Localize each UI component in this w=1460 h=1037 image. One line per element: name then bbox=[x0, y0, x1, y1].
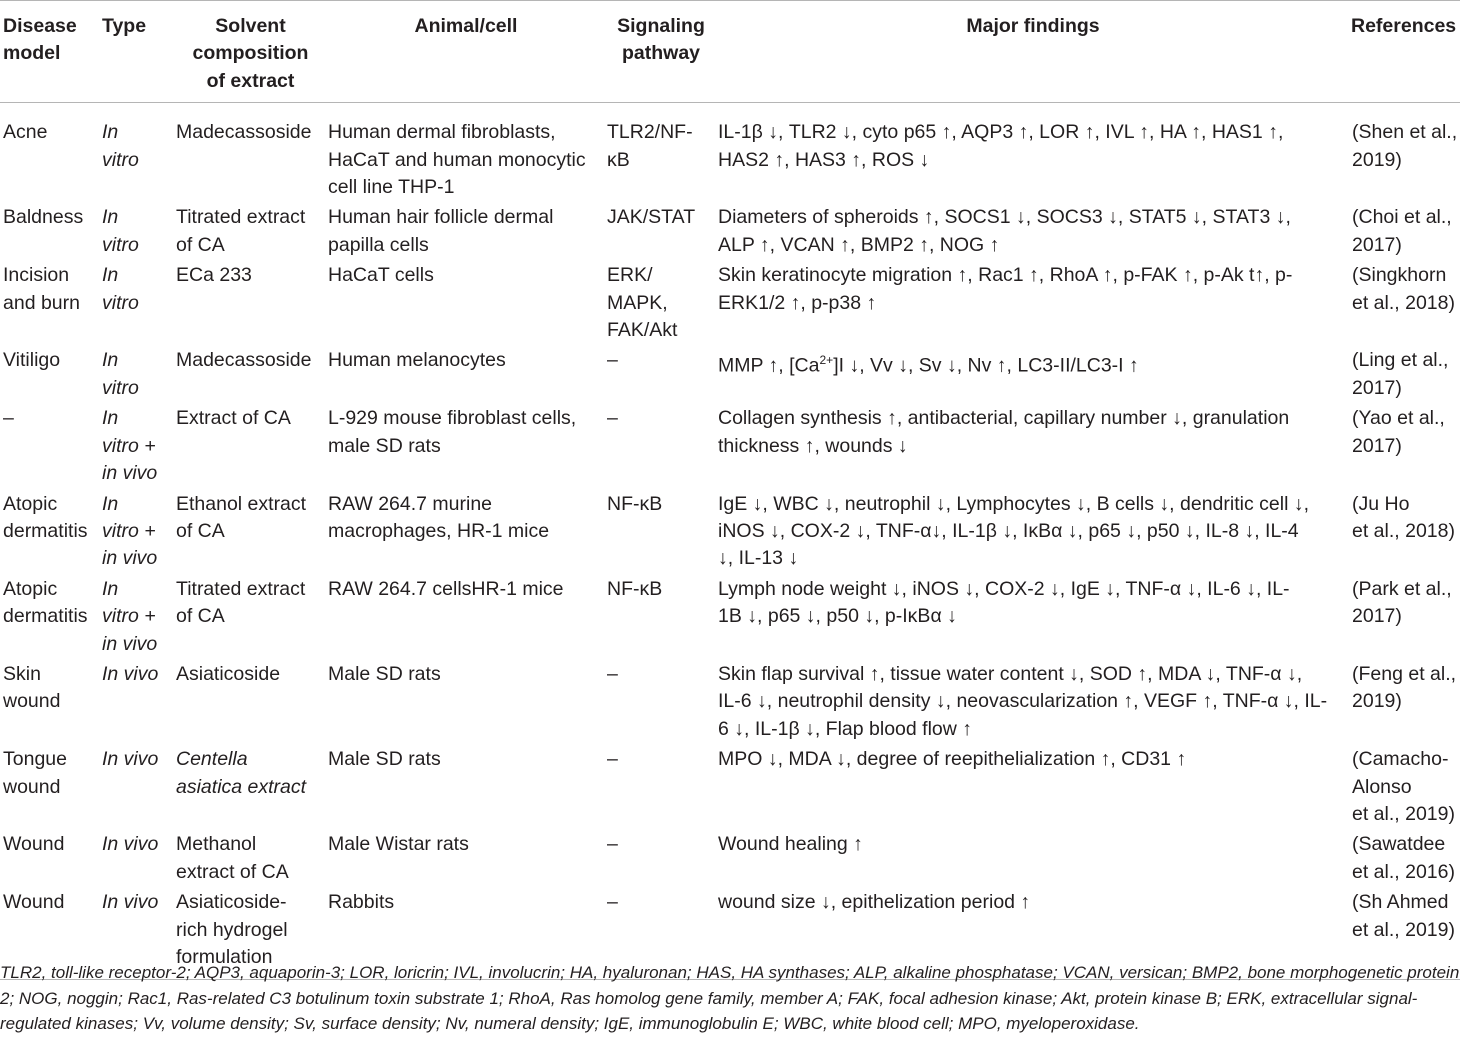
cell-solvent-composition: Titrated extract of CA bbox=[176, 206, 306, 256]
cell-reference: (Ling et al., 2017) bbox=[1352, 349, 1449, 399]
cell-reference: (Camacho- Alonso et al., 2019) bbox=[1352, 748, 1455, 825]
table-row bbox=[0, 402, 1460, 487]
table-row bbox=[0, 103, 1460, 202]
table-row bbox=[0, 488, 1460, 573]
cell-solvent-composition: Ethanol extract of CA bbox=[176, 492, 307, 542]
cell-solvent-composition: Madecassoside bbox=[176, 121, 312, 144]
cell-signaling-pathway: NF-κB bbox=[607, 577, 663, 600]
cell-disease-model: – bbox=[3, 407, 14, 430]
cell-solvent-composition: Centella asiatica extract bbox=[176, 748, 307, 798]
cell-signaling-pathway: ERK/ MAPK, FAK/Akt bbox=[607, 264, 678, 342]
cell-disease-model: Incision and burn bbox=[3, 264, 80, 314]
cell-type: In vivo bbox=[102, 748, 159, 771]
table-row bbox=[0, 259, 1460, 344]
cell-solvent-composition: Titrated extract of CA bbox=[176, 577, 306, 628]
cell-animal-cell: L-929 mouse fibroblast cells, male SD rats bbox=[328, 407, 577, 457]
table-row bbox=[0, 201, 1460, 259]
cell-animal-cell: RAW 264.7 murine macrophages, HR-1 mice bbox=[328, 492, 550, 542]
cell-disease-model: Atopic dermatitis bbox=[3, 577, 88, 628]
cell-reference: (Feng et al., 2019) bbox=[1352, 662, 1457, 713]
table-row bbox=[0, 828, 1460, 886]
cell-signaling-pathway: – bbox=[607, 662, 618, 685]
cell-reference: (Yao et al., 2017) bbox=[1352, 407, 1445, 457]
header-references: References bbox=[1351, 15, 1457, 37]
cell-animal-cell: Human dermal fibroblasts, HaCaT and human monocytic cell line THP-1 bbox=[328, 121, 586, 199]
header-disease-model: Disease model bbox=[3, 15, 77, 65]
cell-animal-cell: RAW 264.7 cellsHR-1 mice bbox=[328, 577, 564, 600]
cell-signaling-pathway: – bbox=[607, 748, 618, 771]
cell-type: In vitro + in vivo bbox=[102, 492, 158, 570]
cell-animal-cell: Male Wistar rats bbox=[328, 833, 469, 856]
cell-animal-cell: Human melanocytes bbox=[328, 349, 506, 372]
cell-type: In vitro bbox=[102, 264, 139, 314]
cell-type: In vitro bbox=[102, 349, 139, 399]
table-header-row bbox=[0, 1, 1460, 103]
table-body bbox=[0, 103, 1460, 980]
cell-animal-cell: HaCaT cells bbox=[328, 264, 434, 287]
cell-major-findings: IL-1β ↓, TLR2 ↓, cyto p65 ↑, AQP3 ↑, LOR ↑, IVL ↑, HA ↑, HAS1 ↑, HAS2 ↑, HAS3 ↑, ROS ↓ bbox=[718, 121, 1284, 171]
table-row bbox=[0, 658, 1460, 743]
cell-reference: (Shen et al., 2019) bbox=[1352, 121, 1458, 171]
cell-disease-model: Wound bbox=[3, 833, 65, 856]
table-row bbox=[0, 573, 1460, 658]
cell-signaling-pathway: JAK/STAT bbox=[607, 206, 696, 229]
table-row bbox=[0, 743, 1460, 828]
cell-major-findings: wound size ↓, epithelization period ↑ bbox=[718, 891, 1031, 914]
cell-disease-model: Tongue wound bbox=[3, 748, 67, 798]
cell-major-findings: Skin flap survival ↑, tissue water content ↓, SOD ↑, MDA ↓, TNF-α ↓, IL-6 ↓, neutrophil density ↓, neovascularization ↑, VEGF ↑, TNF-α ↓, IL- 6 ↓, IL-1β ↓, Flap blood flow ↑ bbox=[718, 662, 1328, 740]
cell-reference: (Park et al., 2017) bbox=[1352, 577, 1452, 628]
cell-type: In vitro bbox=[102, 206, 139, 256]
cell-disease-model: Vitiligo bbox=[3, 349, 61, 372]
cell-type: In vivo bbox=[102, 891, 159, 914]
cell-animal-cell: Rabbits bbox=[328, 891, 395, 914]
cell-type: In vivo bbox=[102, 662, 159, 685]
cell-reference: (Sawatdee et al., 2016) bbox=[1352, 833, 1455, 883]
cell-major-findings: IgE ↓, WBC ↓, neutrophil ↓, Lymphocytes ↓, B cells ↓, dendritic cell ↓, iNOS ↓, COX-2 ↓, TNF-α↓, IL-1β ↓, IκBα ↓, p65 ↓, p50 ↓, IL-8 ↓, IL-4 ↓, IL-13 ↓ bbox=[718, 492, 1309, 570]
cell-type: In vitro + in vivo bbox=[102, 577, 158, 655]
cell-animal-cell: Human hair follicle dermal papilla cells bbox=[328, 206, 554, 256]
header-animal-cell: Animal/cell bbox=[414, 15, 518, 37]
table-footnote: TLR2, toll-like receptor-2; AQP3, aquaporin-3; LOR, loricrin; IVL, involucrin; HA, hyaluronan; HAS, HA synthases; ALP, alkaline phosphatase; VCAN, versican; BMP2, bone morphogenetic protein 2; NOG, noggin; Rac1, Ras-related C3 botulinum toxin substrate 1; RhoA, Ras homolog gene family, member A; FAK, focal adhesion kinase; Akt, protein kinase B; ERK, extracellular signal-regulated kinases; Vv, volume density; Sv, surface density; Nv, numeral density; IgE, immunoglobulin E; WBC, white blood cell; MPO, myeloperoxidase. bbox=[0, 963, 1460, 1033]
cell-signaling-pathway: – bbox=[607, 833, 618, 856]
cell-major-findings: Lymph node weight ↓, iNOS ↓, COX-2 ↓, IgE ↓, TNF-α ↓, IL-6 ↓, IL- 1B ↓, p65 ↓, p50 ↓, p-IκBα ↓ bbox=[718, 577, 1290, 628]
cell-disease-model: Atopic dermatitis bbox=[3, 492, 88, 542]
cell-disease-model: Skin wound bbox=[3, 662, 61, 713]
cell-major-findings: MMP ↑, $[Ca^{2+}]I$ ↓, Vv ↓, Sv ↓, Nv ↑, LC3-II/LC3-I ↑ bbox=[718, 353, 1139, 377]
cell-solvent-composition: Madecassoside bbox=[176, 349, 312, 372]
cell-solvent-composition: Asiaticoside bbox=[176, 662, 281, 685]
cell-animal-cell: Male SD rats bbox=[328, 662, 441, 685]
cell-solvent-composition: Asiaticoside- rich hydrogel formulation bbox=[176, 891, 288, 968]
header-type: Type bbox=[102, 15, 147, 37]
cell-major-findings: MPO ↓, MDA ↓, degree of reepithelialization ↑, CD31 ↑ bbox=[718, 748, 1187, 771]
cell-major-findings: Wound healing ↑ bbox=[718, 833, 863, 856]
cell-signaling-pathway: NF-κB bbox=[607, 492, 663, 515]
cell-signaling-pathway: – bbox=[607, 407, 618, 430]
cell-disease-model: Acne bbox=[3, 121, 48, 144]
cell-reference: (Sh Ahmed et al., 2019) bbox=[1352, 891, 1455, 941]
cell-signaling-pathway: – bbox=[607, 891, 618, 914]
header-major-findings: Major findings bbox=[966, 15, 1100, 37]
cell-solvent-composition: Methanol extract of CA bbox=[176, 833, 289, 883]
cell-type: In vitro + in vivo bbox=[102, 407, 158, 485]
cell-solvent-composition: Extract of CA bbox=[176, 407, 291, 430]
cell-signaling-pathway: TLR2/NF- κB bbox=[607, 121, 693, 171]
cell-major-findings: Skin keratinocyte migration ↑, Rac1 ↑, RhoA ↑, p-FAK ↑, p-Ak t↑, p- ERK1/2 ↑, p-p38 ↑ bbox=[718, 264, 1293, 314]
cell-signaling-pathway: – bbox=[607, 349, 618, 372]
cell-type: In vivo bbox=[102, 833, 159, 856]
cell-type: In vitro bbox=[102, 121, 139, 171]
header-solvent-composition: Solvent composition of extract bbox=[192, 15, 309, 92]
header-signaling-pathway: Signaling pathway bbox=[617, 15, 705, 65]
cell-animal-cell: Male SD rats bbox=[328, 748, 441, 771]
cell-major-findings: Diameters of spheroids ↑, SOCS1 ↓, SOCS3 ↓, STAT5 ↓, STAT3 ↓, ALP ↑, VCAN ↑, BMP2 ↑, NOG ↑ bbox=[718, 206, 1291, 256]
cell-reference: (Choi et al., 2017) bbox=[1352, 206, 1452, 256]
cell-major-findings: Collagen synthesis ↑, antibacterial, capillary number ↓, granulation thickness ↑, wounds ↓ bbox=[718, 407, 1290, 457]
cell-disease-model: Baldness bbox=[3, 206, 84, 229]
cell-solvent-composition: ECa 233 bbox=[176, 264, 252, 287]
table-row bbox=[0, 344, 1460, 402]
cell-disease-model: Wound bbox=[3, 891, 65, 914]
cell-reference: (Singkhorn et al., 2018) bbox=[1352, 264, 1455, 314]
cell-reference: (Ju Ho et al., 2018) bbox=[1352, 492, 1455, 542]
